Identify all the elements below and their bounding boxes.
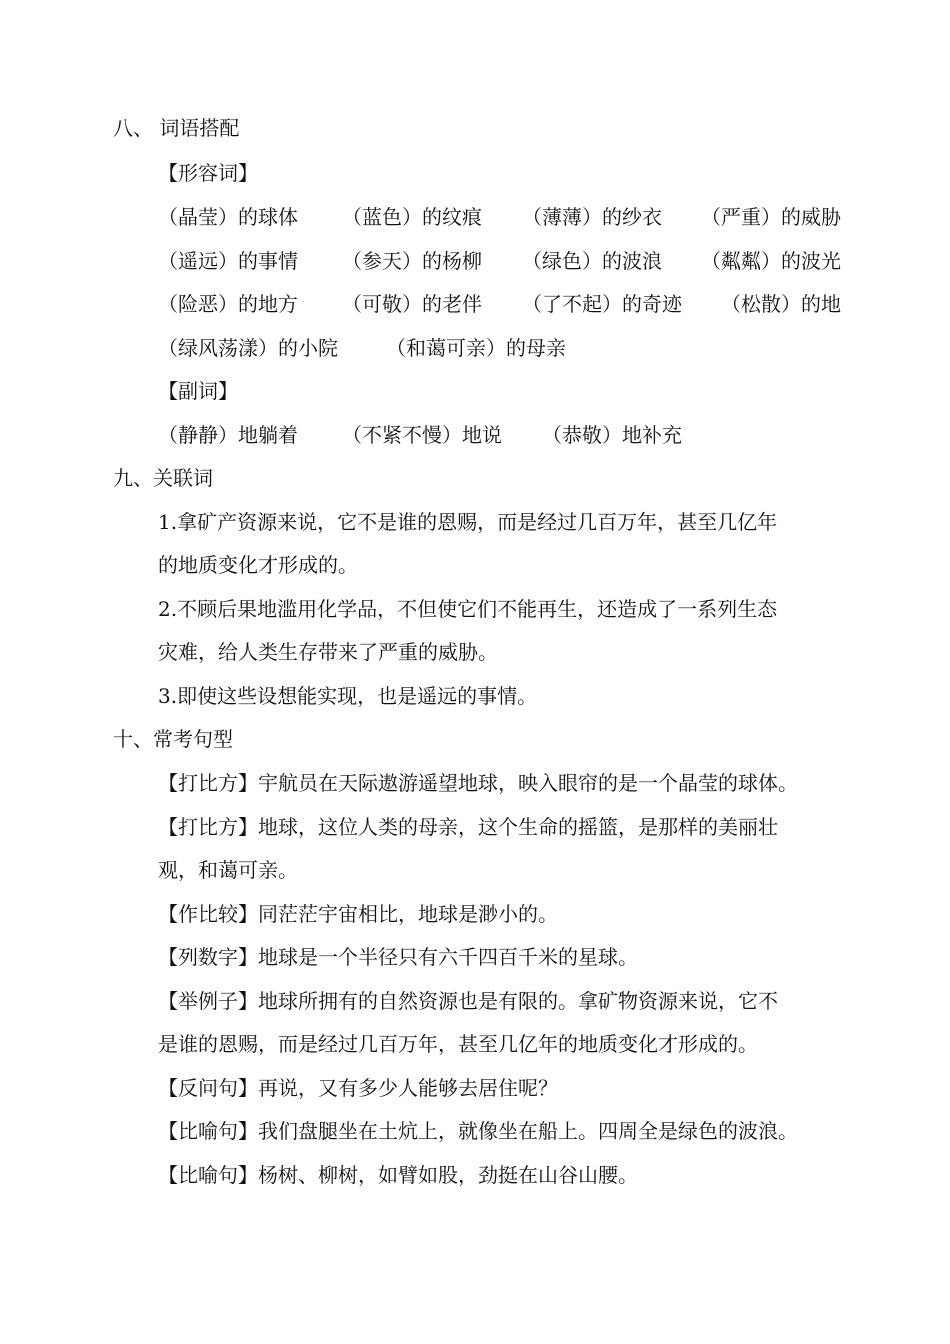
paragraph-line: 观，和蔼可亲。 (158, 858, 298, 882)
collocation-item: （粼粼）的波光 (701, 249, 841, 273)
collocation-item: （可敬）的老伴 (342, 292, 482, 316)
paragraph-line: 【列数字】地球是一个半径只有六千四百千米的星球。 (158, 945, 638, 969)
paragraph-line: 3.即使这些设想能实现，也是遥远的事情。 (158, 684, 538, 708)
adjective-row (158, 246, 858, 276)
section-9-heading: 九、关联词 (113, 466, 213, 490)
adjective-row (158, 333, 858, 363)
collocation-item: （参天）的杨柳 (342, 249, 482, 273)
collocation-item: （了不起）的奇迹 (522, 292, 682, 316)
collocation-item: （晶莹）的球体 (158, 205, 298, 229)
adjective-row (158, 289, 858, 319)
adjective-row (158, 202, 858, 232)
collocation-item: （静静）地躺着 (158, 423, 298, 447)
section-10-heading: 十、常考句型 (113, 727, 233, 751)
paragraph-line: 1.拿矿产资源来说，它不是谁的恩赐，而是经过几百万年，甚至几亿年 (158, 510, 778, 534)
adjective-label: 【形容词】 (158, 161, 258, 185)
collocation-item: （蓝色）的纹痕 (342, 205, 482, 229)
collocation-item: （绿色）的波浪 (522, 249, 662, 273)
collocation-item: （不紧不慢）地说 (342, 423, 502, 447)
collocation-item: （严重）的威胁 (701, 205, 841, 229)
collocation-item: （险恶）的地方 (158, 292, 298, 316)
paragraph-line: 2.不顾后果地滥用化学品，不但使它们不能再生，还造成了一系列生态 (158, 597, 778, 621)
paragraph-line: 的地质变化才形成的。 (158, 553, 358, 577)
collocation-item: （薄薄）的纱衣 (522, 205, 662, 229)
collocation-item: （遥远）的事情 (158, 249, 298, 273)
paragraph-line: 【比喻句】我们盘腿坐在土炕上，就像坐在船上。四周全是绿色的波浪。 (158, 1119, 798, 1143)
paragraph-line: 【反问句】再说，又有多少人能够去居住呢？ (158, 1076, 558, 1100)
collocation-item: （恭敬）地补充 (542, 423, 682, 447)
paragraph-line: 【打比方】宇航员在天际遨游遥望地球，映入眼帘的是一个晶莹的球体。 (158, 771, 798, 795)
collocation-item: （绿风荡漾）的小院 (158, 336, 338, 360)
paragraph-line: 是谁的恩赐，而是经过几百万年，甚至几亿年的地质变化才形成的。 (158, 1032, 758, 1056)
section-8-heading: 八、 词语搭配 (113, 116, 240, 140)
paragraph-line: 【比喻句】杨树、柳树，如臂如股，劲挺在山谷山腰。 (158, 1163, 638, 1187)
adverb-row (158, 420, 858, 450)
collocation-item: （和蔼可亲）的母亲 (386, 336, 566, 360)
collocation-item: （松散）的地 (721, 292, 841, 316)
paragraph-line: 【举例子】地球所拥有的自然资源也是有限的。拿矿物资源来说，它不 (158, 989, 778, 1013)
paragraph-line: 【作比较】同茫茫宇宙相比，地球是渺小的。 (158, 902, 558, 926)
paragraph-line: 灾难，给人类生存带来了严重的威胁。 (158, 640, 498, 664)
adverb-label: 【副词】 (158, 379, 238, 403)
paragraph-line: 【打比方】地球，这位人类的母亲，这个生命的摇篮，是那样的美丽壮 (158, 815, 778, 839)
